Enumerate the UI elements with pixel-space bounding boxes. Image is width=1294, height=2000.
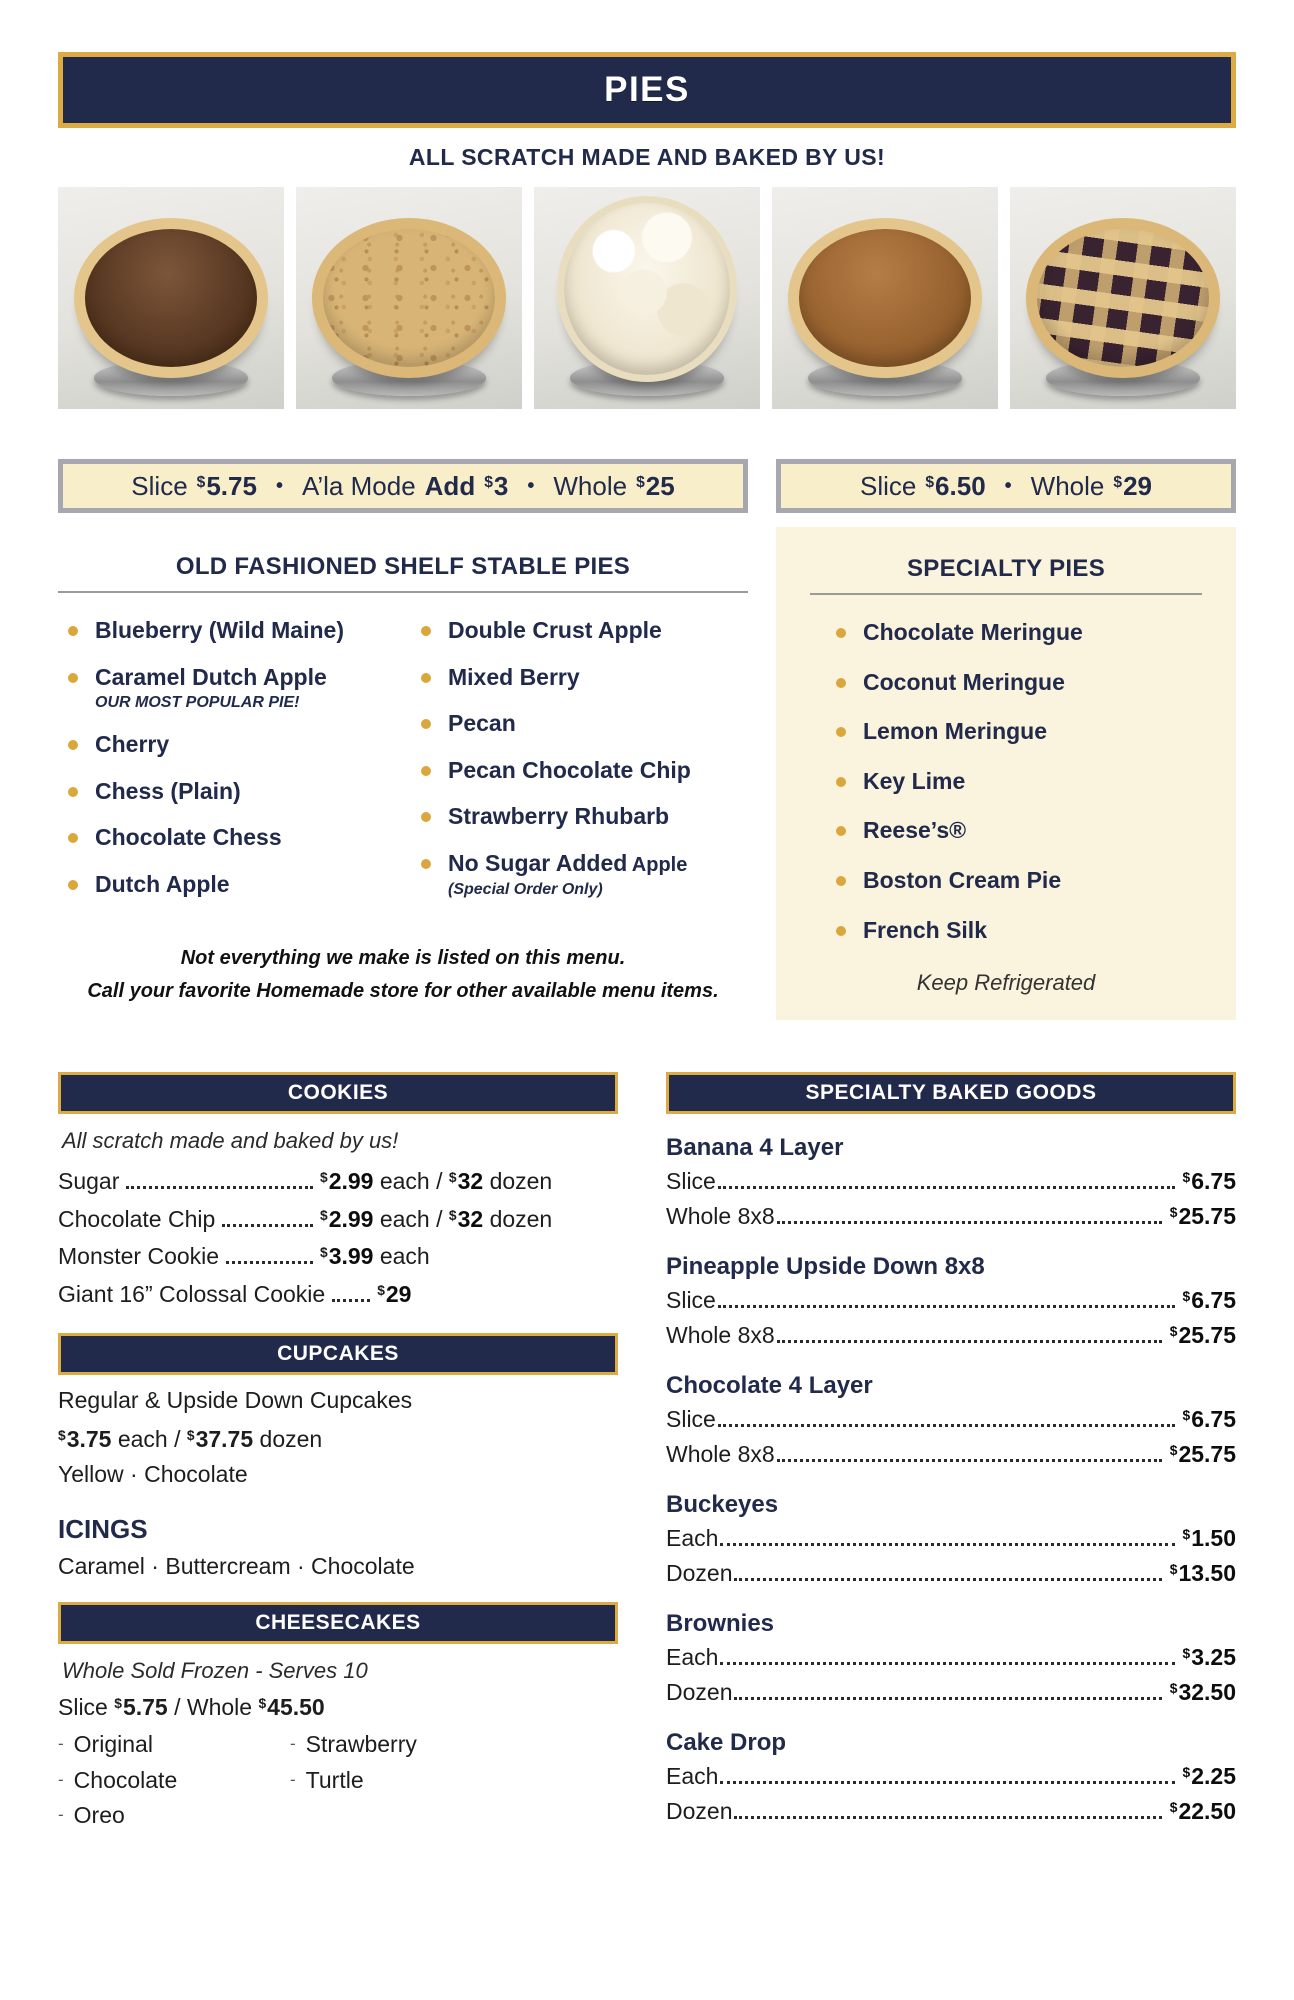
bullet-dot xyxy=(68,787,78,797)
pie-lists-row xyxy=(58,527,1236,1020)
price: $6.75 xyxy=(1182,1168,1236,1195)
lower-left-column xyxy=(58,1072,618,1834)
separator-dot: • xyxy=(275,474,283,497)
price-dots xyxy=(718,1424,1175,1427)
separator-dot: • xyxy=(527,474,535,497)
dollar-sign: $ xyxy=(925,473,935,491)
bullet-dot xyxy=(421,626,431,636)
baked-goods-section-bar xyxy=(666,1072,1236,1114)
menu-note-line1: Not everything we make is listed on this menu. xyxy=(180,946,626,969)
price-dots xyxy=(222,1224,313,1227)
pie-photo-lattice-berry xyxy=(1010,187,1236,409)
list-item: French Silk xyxy=(836,917,1202,945)
shelf-stable-section xyxy=(58,527,748,1020)
price-dots xyxy=(718,1305,1175,1308)
slice-label: Slice xyxy=(58,1694,108,1721)
dollar-sign: $ xyxy=(114,1696,122,1712)
price: $25.75 xyxy=(1169,1440,1236,1467)
cookie-price: $29 xyxy=(377,1280,412,1307)
second-price-group: / $32 dozen xyxy=(436,1168,553,1195)
heading-rule xyxy=(810,593,1202,595)
baked-good-name: Buckeyes xyxy=(666,1491,779,1519)
cookies-title: COOKIES xyxy=(287,1081,389,1105)
unit-label: dozen xyxy=(489,1205,553,1232)
dollar-sign: $ xyxy=(1169,1442,1178,1458)
dollar-sign: $ xyxy=(377,1282,385,1298)
list-item: Lemon Meringue xyxy=(836,718,1202,746)
add-price: $3 xyxy=(484,470,509,501)
list-item: Chocolate Chess xyxy=(68,824,395,852)
size-label: Slice xyxy=(666,1287,716,1314)
price-dots xyxy=(720,1781,1174,1784)
specialty-pies-section xyxy=(776,527,1236,1020)
dollar-sign: $ xyxy=(186,1428,195,1444)
lattice-pie-image xyxy=(1026,218,1220,378)
page-subtitle: ALL SCRATCH MADE AND BAKED BY US! xyxy=(408,144,886,170)
bullet-dot xyxy=(421,719,431,729)
bullet-dot xyxy=(421,812,431,822)
baked-good-row xyxy=(666,1402,1236,1437)
size-label: Slice xyxy=(666,1406,716,1433)
slash: / xyxy=(436,1205,443,1232)
cookie-price: $2.99 each / $32 dozen xyxy=(320,1168,553,1195)
dollar-sign: $ xyxy=(320,1245,328,1261)
cookie-name: Monster Cookie xyxy=(58,1243,220,1270)
dollar-sign: $ xyxy=(1169,1204,1178,1220)
item-suffix: Apple xyxy=(631,853,688,876)
cheesecake-price-line: Slice $5.75 / Whole $45.50 xyxy=(58,1694,325,1721)
baked-good-name: Banana 4 Layer xyxy=(666,1134,844,1162)
list-item: Strawberry Rhubarb xyxy=(421,803,748,831)
item-note: OUR MOST POPULAR PIE! xyxy=(95,694,300,712)
baked-good-row xyxy=(666,1556,1236,1591)
shelf-stable-col1 xyxy=(68,617,395,918)
price: $25.75 xyxy=(1169,1202,1236,1229)
dollar-sign: $ xyxy=(58,1428,66,1444)
slash: / xyxy=(174,1426,181,1453)
price: $22.50 xyxy=(1169,1797,1236,1824)
slash: / xyxy=(174,1694,181,1721)
list-item: Reese’s® xyxy=(836,817,1202,845)
pie-photo-meringue xyxy=(534,187,760,409)
price-dots xyxy=(734,1816,1161,1819)
list-item: Pecan Chocolate Chip xyxy=(421,757,748,785)
bullet-dot xyxy=(68,880,78,890)
unit-label: each xyxy=(117,1426,168,1453)
baked-good-row xyxy=(666,1437,1236,1472)
cheesecake-flavor-col2 xyxy=(290,1727,522,1834)
list-item: Cherry xyxy=(68,731,395,759)
item-note: (Special Order Only) xyxy=(448,880,603,898)
slice-price: $5.75 xyxy=(196,470,257,501)
dollar-sign: $ xyxy=(1169,1680,1178,1696)
specialty-pies-list xyxy=(810,619,1202,944)
dollar-sign: $ xyxy=(1113,473,1123,491)
size-label: Each xyxy=(666,1525,719,1552)
icings-heading: ICINGS xyxy=(58,1514,148,1545)
unit-label: each xyxy=(379,1168,430,1195)
bullet-dot xyxy=(836,678,846,688)
cookie-row-left xyxy=(58,1277,377,1312)
cookie-name: Chocolate Chip xyxy=(58,1205,216,1232)
whole-price: $25 xyxy=(636,470,675,501)
cookie-name: Giant 16” Colossal Cookie xyxy=(58,1280,326,1307)
dash-bullet: - xyxy=(58,1805,64,1825)
baked-good-name: Brownies xyxy=(666,1610,775,1638)
page-title-bar xyxy=(58,52,1236,128)
menu-note xyxy=(58,942,748,1008)
list-item: Boston Cream Pie xyxy=(836,867,1202,895)
size-label: Slice xyxy=(666,1168,716,1195)
price-dots xyxy=(332,1299,370,1302)
price: $6.75 xyxy=(1182,1287,1236,1314)
chocolate-pie-image xyxy=(74,218,268,378)
flavor-item: - Turtle xyxy=(290,1766,364,1793)
keep-refrigerated-note: Keep Refrigerated xyxy=(916,970,1096,996)
price-dots xyxy=(720,1662,1174,1665)
cheesecake-flavor-columns xyxy=(58,1727,618,1834)
price: $32.50 xyxy=(1169,1678,1236,1705)
price: $13.50 xyxy=(1169,1559,1236,1586)
cheesecakes-title: CHEESECAKES xyxy=(255,1611,421,1635)
cookie-row-left xyxy=(58,1164,320,1199)
dash-bullet: - xyxy=(58,1769,64,1789)
bullet-dot xyxy=(836,926,846,936)
size-label: Whole 8x8 xyxy=(666,1321,775,1348)
price: $1.50 xyxy=(1182,1525,1236,1552)
shelf-stable-columns xyxy=(58,617,748,918)
list-item: Chess (Plain) xyxy=(68,778,395,806)
list-item: No Sugar Added Apple (Special Order Only) xyxy=(421,850,748,899)
cheesecakes-section-bar xyxy=(58,1602,618,1644)
price-dots xyxy=(734,1578,1161,1581)
whole-label: Whole xyxy=(553,470,628,501)
pie-photo-chocolate-topped xyxy=(772,187,998,409)
shelf-stable-col2 xyxy=(421,617,748,918)
bullet-dot xyxy=(68,673,78,683)
baked-good-row xyxy=(666,1318,1236,1353)
baked-good-name: Cake Drop xyxy=(666,1729,787,1757)
dash-bullet: - xyxy=(290,1734,296,1754)
cheesecake-flavor-col1 xyxy=(58,1727,290,1834)
shelf-stable-pricing-bar xyxy=(58,459,748,513)
cheesecakes-tagline: Whole Sold Frozen - Serves 10 xyxy=(62,1658,368,1684)
price-dots xyxy=(734,1697,1161,1700)
list-item: Blueberry (Wild Maine) xyxy=(68,617,395,645)
dollar-sign: $ xyxy=(636,473,645,491)
cookie-row xyxy=(58,1164,618,1199)
bullet-dot xyxy=(421,766,431,776)
add-label: Add xyxy=(424,470,476,501)
menu-note-line2: Call your favorite Homemade store for other available menu items. xyxy=(87,979,719,1002)
unit-label: each xyxy=(379,1205,430,1232)
dollar-sign: $ xyxy=(1169,1561,1178,1577)
baked-good-row xyxy=(666,1164,1236,1199)
bullet-dot xyxy=(421,673,431,683)
icing-flavors: Caramel · Buttercream · Chocolate xyxy=(58,1553,415,1580)
heading-rule xyxy=(58,591,748,593)
size-label: Whole 8x8 xyxy=(666,1440,775,1467)
cupcakes-price-line: $3.75 each / $37.75 dozen xyxy=(58,1426,323,1453)
dollar-sign: $ xyxy=(448,1170,457,1186)
dollar-sign: $ xyxy=(196,473,206,491)
cupcakes-description: Regular & Upside Down Cupcakes xyxy=(58,1387,413,1414)
baked-good-row xyxy=(666,1675,1236,1710)
alamode-label: A’la Mode xyxy=(301,470,416,501)
dollar-sign: $ xyxy=(1182,1646,1191,1662)
list-item: Pecan xyxy=(421,710,748,738)
bullet-dot xyxy=(836,628,846,638)
dollar-sign: $ xyxy=(484,473,493,491)
price-dots xyxy=(777,1221,1162,1224)
size-label: Each xyxy=(666,1644,719,1671)
price-dots xyxy=(777,1459,1162,1462)
flavor-item: - Original xyxy=(58,1731,153,1758)
bullet-dot xyxy=(421,859,431,869)
list-item: Double Crust Apple xyxy=(421,617,748,645)
cupcakes-section-bar xyxy=(58,1333,618,1375)
second-price-group: / $32 dozen xyxy=(436,1205,553,1232)
dollar-sign: $ xyxy=(1182,1170,1191,1186)
pie-photo-chocolate-chess xyxy=(58,187,284,409)
cookies-section-bar xyxy=(58,1072,618,1114)
baked-good-row xyxy=(666,1794,1236,1829)
specialty-pricing-bar xyxy=(776,459,1236,513)
specialty-pies-heading: SPECIALTY PIES xyxy=(906,555,1106,582)
flavor-item: - Chocolate xyxy=(58,1766,178,1793)
price-dots xyxy=(226,1261,313,1264)
baked-good-row xyxy=(666,1199,1236,1234)
price-dots xyxy=(777,1340,1162,1343)
dollar-sign: $ xyxy=(1182,1765,1191,1781)
baked-good-name: Chocolate 4 Layer xyxy=(666,1372,873,1400)
cookie-name: Sugar xyxy=(58,1168,120,1195)
baked-good-row xyxy=(666,1521,1236,1556)
bullet-dot xyxy=(68,833,78,843)
baked-good-row xyxy=(666,1640,1236,1675)
shelf-stable-heading: OLD FASHIONED SHELF STABLE PIES xyxy=(175,553,631,580)
chocolate-topped-pie-image xyxy=(788,218,982,378)
dollar-sign: $ xyxy=(1182,1408,1191,1424)
list-item: Chocolate Meringue xyxy=(836,619,1202,647)
bullet-dot xyxy=(68,626,78,636)
dollar-sign: $ xyxy=(448,1207,457,1223)
unit-label: dozen xyxy=(259,1426,323,1453)
slash: / xyxy=(436,1168,443,1195)
bullet-dot xyxy=(836,826,846,836)
separator-dot: • xyxy=(1004,474,1012,497)
list-item: Mixed Berry xyxy=(421,664,748,692)
list-item: Caramel Dutch Apple OUR MOST POPULAR PIE! xyxy=(68,664,395,713)
price-dots xyxy=(718,1186,1175,1189)
bullet-dot xyxy=(836,727,846,737)
bullet-dot xyxy=(836,876,846,886)
dollar-sign: $ xyxy=(258,1696,267,1712)
crumb-pie-image xyxy=(312,218,506,378)
price: $6.75 xyxy=(1182,1406,1236,1433)
cookie-row-left xyxy=(58,1202,320,1237)
cupcake-flavors: Yellow · Chocolate xyxy=(58,1461,248,1488)
list-item: Key Lime xyxy=(836,768,1202,796)
dollar-sign: $ xyxy=(1182,1527,1191,1543)
baked-good-row xyxy=(666,1759,1236,1794)
flavor-item: - Oreo xyxy=(58,1802,125,1829)
whole-label: Whole xyxy=(186,1694,253,1721)
whole-label: Whole xyxy=(1030,470,1105,501)
price: $3.25 xyxy=(1182,1644,1236,1671)
cookies-tagline: All scratch made and baked by us! xyxy=(62,1128,399,1154)
flavor-item: - Strawberry xyxy=(290,1731,417,1758)
cookie-price: $3.99 each xyxy=(320,1243,430,1270)
dash-bullet: - xyxy=(290,1769,296,1789)
size-label: Dozen xyxy=(666,1797,733,1824)
cookie-row xyxy=(58,1202,618,1237)
whole-price: $29 xyxy=(1113,470,1152,501)
dollar-sign: $ xyxy=(1182,1289,1191,1305)
price: $2.25 xyxy=(1182,1763,1236,1790)
baked-good-row xyxy=(666,1283,1236,1318)
price-dots xyxy=(126,1186,313,1189)
list-item: Coconut Meringue xyxy=(836,669,1202,697)
size-label: Dozen xyxy=(666,1678,733,1705)
lower-sections-row xyxy=(58,1072,1236,1834)
page-title: PIES xyxy=(604,70,690,109)
slice-label: Slice xyxy=(860,470,917,501)
slice-price: $6.50 xyxy=(925,470,986,501)
price-dots xyxy=(720,1543,1174,1546)
dollar-sign: $ xyxy=(1169,1323,1178,1339)
pie-photo-strip xyxy=(58,187,1236,409)
meringue-pie-image xyxy=(557,196,738,382)
pie-pricing-row xyxy=(58,459,1236,513)
specialty-baked-goods-section xyxy=(666,1072,1236,1834)
dollar-sign: $ xyxy=(320,1170,328,1186)
baked-goods-title: SPECIALTY BAKED GOODS xyxy=(805,1081,1097,1105)
pie-photo-dutch-apple-crumb xyxy=(296,187,522,409)
slice-label: Slice xyxy=(131,470,188,501)
unit-label: each xyxy=(379,1243,430,1270)
cookie-row xyxy=(58,1239,618,1274)
price: $25.75 xyxy=(1169,1321,1236,1348)
cookie-row xyxy=(58,1277,618,1312)
bullet-dot xyxy=(836,777,846,787)
cupcakes-title: CUPCAKES xyxy=(277,1342,399,1366)
dash-bullet: - xyxy=(58,1734,64,1754)
dollar-sign: $ xyxy=(320,1207,328,1223)
size-label: Dozen xyxy=(666,1559,733,1586)
unit-label: dozen xyxy=(489,1168,553,1195)
bullet-dot xyxy=(68,740,78,750)
dollar-sign: $ xyxy=(1169,1799,1178,1815)
baked-good-name: Pineapple Upside Down 8x8 xyxy=(666,1253,985,1281)
cookie-price: $2.99 each / $32 dozen xyxy=(320,1205,553,1232)
size-label: Each xyxy=(666,1763,719,1790)
size-label: Whole 8x8 xyxy=(666,1202,775,1229)
list-item: Dutch Apple xyxy=(68,871,395,899)
cookie-row-left xyxy=(58,1239,320,1274)
